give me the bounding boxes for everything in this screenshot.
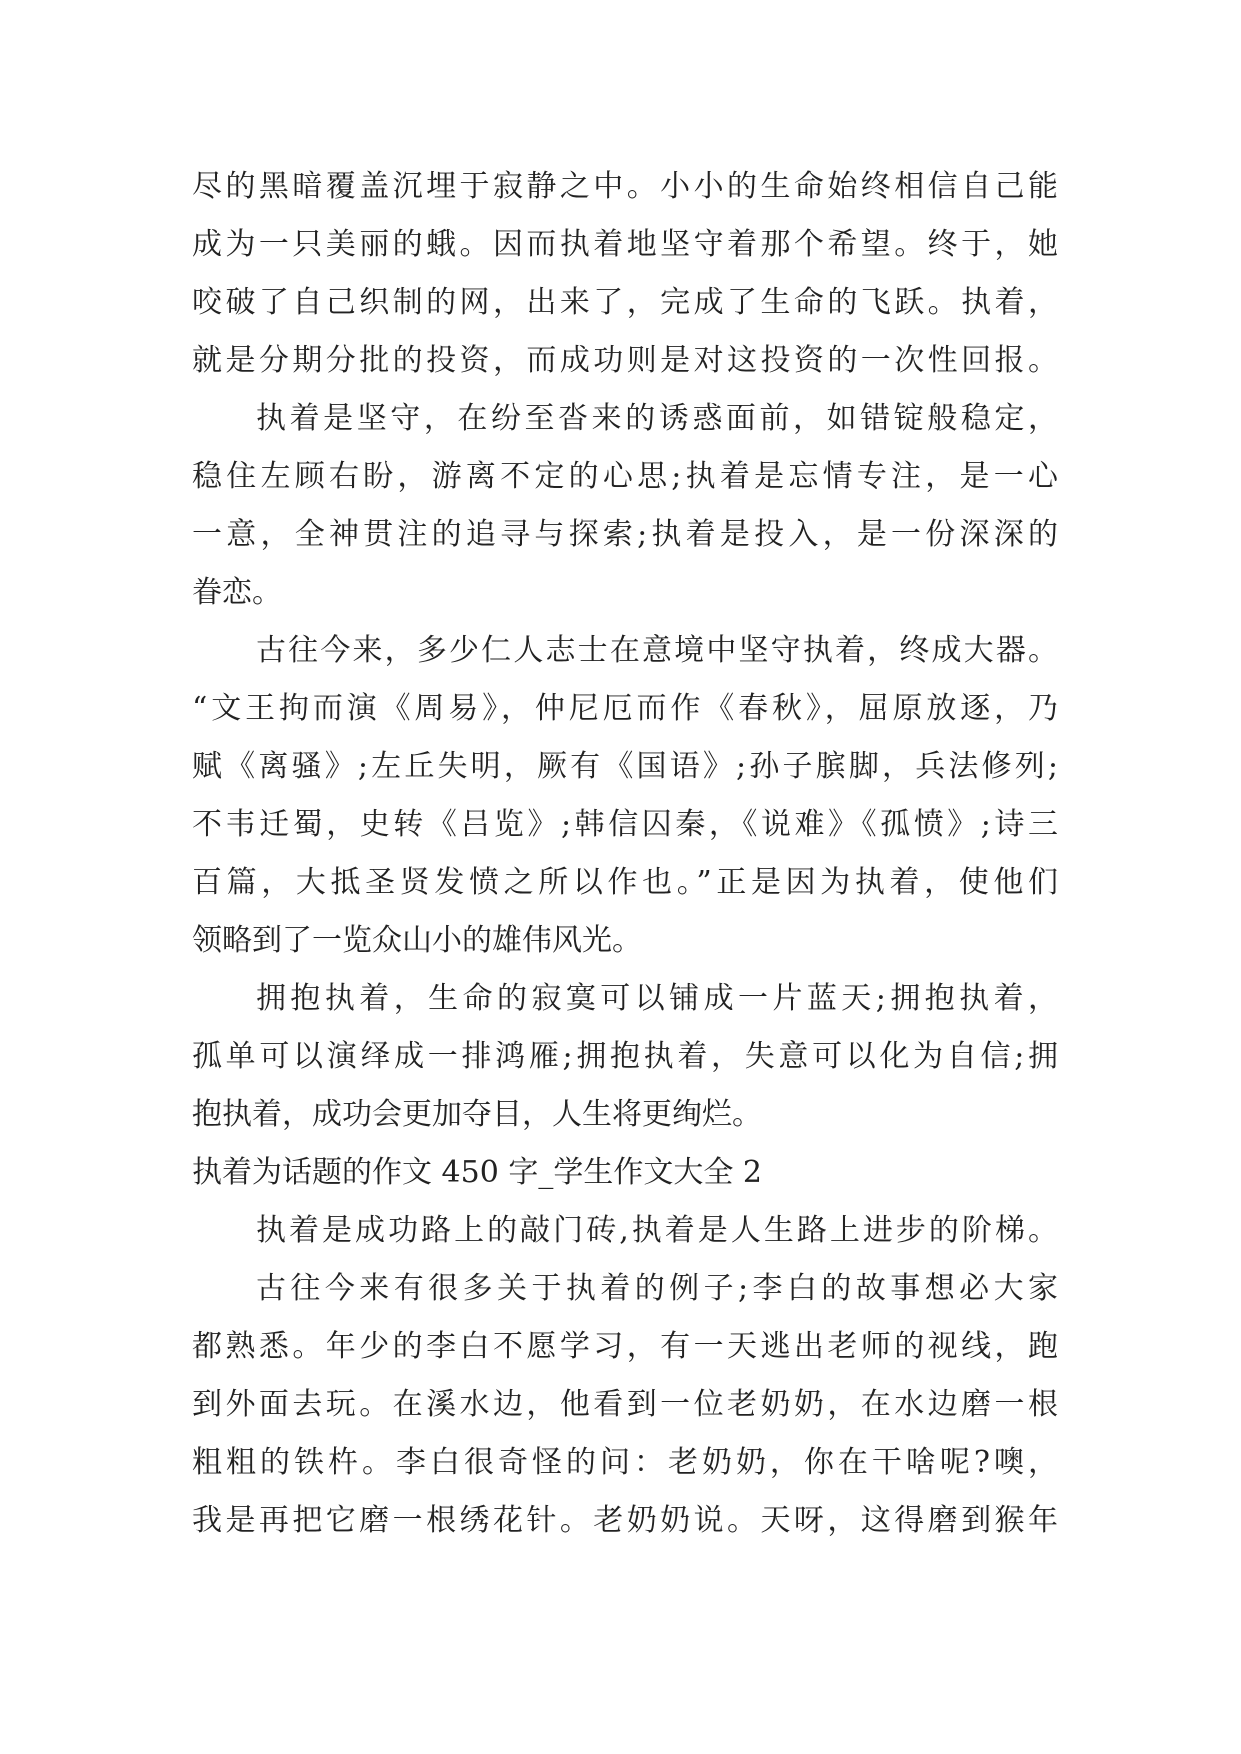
document-body xyxy=(192,158,1058,1550)
text-line: 赋《离骚》;左丘失明，厥有《国语》;孙子膑脚，兵法修列; xyxy=(192,749,1058,784)
text-line: 百篇，大抵圣贤发愤之所以作也。”正是因为执着，使他们 xyxy=(192,865,1058,900)
text-line: 执着是坚守，在纷至沓来的诱惑面前，如错锭般稳定， xyxy=(256,401,1058,436)
text-line: 我是再把它磨一根绣花针。老奶奶说。天呀，这得磨到猴年 xyxy=(192,1503,1058,1538)
text-line: 执着是成功路上的敲门砖,执着是人生路上进步的阶梯。 xyxy=(256,1213,1058,1248)
text-line: 领略到了一览众山小的雄伟风光。 xyxy=(192,923,642,958)
section-heading: 执着为话题的作文 450 字_学生作文大全 2 xyxy=(192,1155,762,1190)
text-line: 孤单可以演绎成一排鸿雁;拥抱执着，失意可以化为自信;拥 xyxy=(192,1039,1058,1074)
text-line: 稳住左顾右盼，游离不定的心思;执着是忘情专注，是一心 xyxy=(192,459,1058,494)
text-line: 古往今来，多少仁人志士在意境中坚守执着，终成大器。 xyxy=(256,633,1058,668)
text-line: 都熟悉。年少的李白不愿学习，有一天逃出老师的视线，跑 xyxy=(192,1329,1058,1364)
text-line: 尽的黑暗覆盖沉埋于寂静之中。小小的生命始终相信自己能 xyxy=(192,169,1058,204)
text-line: 到外面去玩。在溪水边，他看到一位老奶奶，在水边磨一根 xyxy=(192,1387,1058,1422)
text-line: 一意，全神贯注的追寻与探索;执着是投入，是一份深深的 xyxy=(192,517,1058,552)
text-line: 古往今来有很多关于执着的例子;李白的故事想必大家 xyxy=(256,1271,1058,1306)
text-line: 不韦迁蜀，史转《吕览》;韩信囚秦，《说难》《孤愤》;诗三 xyxy=(192,807,1058,842)
text-line: 拥抱执着，生命的寂寞可以铺成一片蓝天;拥抱执着， xyxy=(256,981,1058,1016)
text-line: 成为一只美丽的蛾。因而执着地坚守着那个希望。终于，她 xyxy=(192,227,1058,262)
text-line: 就是分期分批的投资，而成功则是对这投资的一次性回报。 xyxy=(192,343,1058,378)
text-line: 咬破了自己织制的网，出来了，完成了生命的飞跃。执着， xyxy=(192,285,1058,320)
text-line: 粗粗的铁杵。李白很奇怪的问：老奶奶，你在干啥呢?噢， xyxy=(192,1445,1058,1480)
text-line: 眷恋。 xyxy=(192,575,282,610)
text-line: 抱执着，成功会更加夺目，人生将更绚烂。 xyxy=(192,1097,762,1132)
text-line: “文王拘而演《周易》，仲尼厄而作《春秋》，屈原放逐，乃 xyxy=(192,691,1058,726)
